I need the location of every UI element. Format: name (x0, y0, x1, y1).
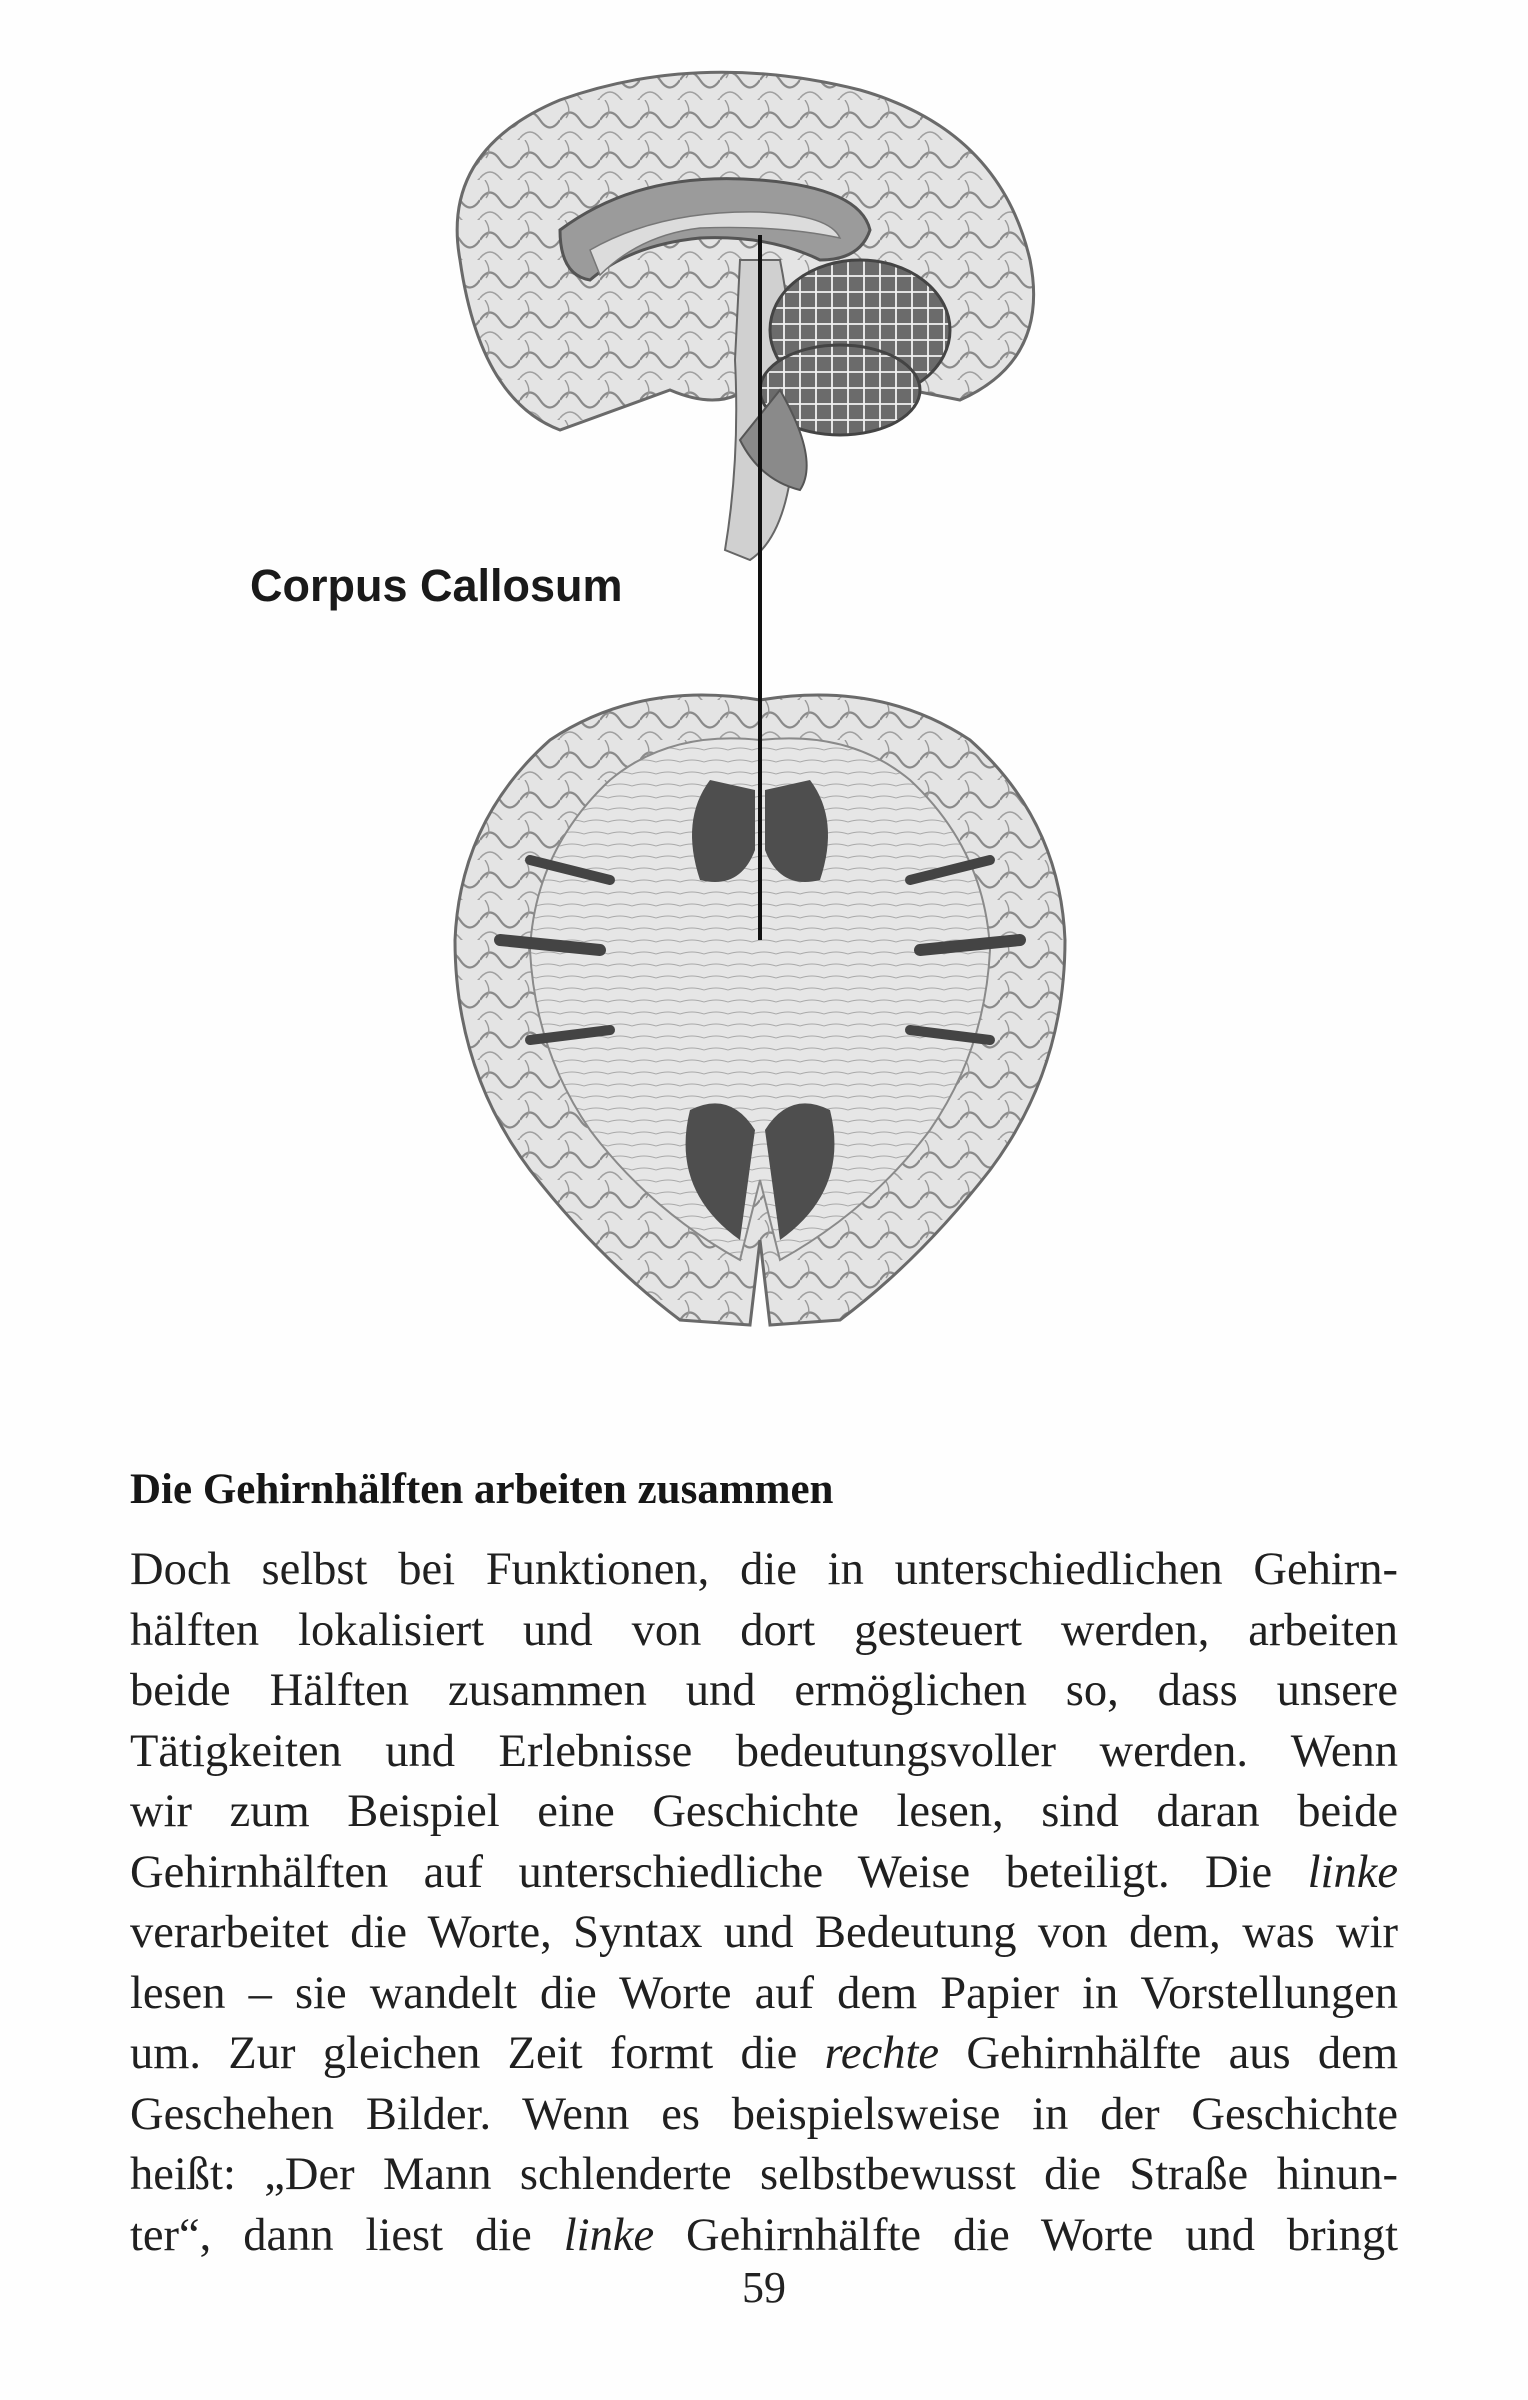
emphasis-text: rechte (824, 2028, 940, 2079)
brain-illustration-icon (440, 60, 1080, 1350)
emphasis-text: linke (563, 2209, 655, 2261)
emphasis-text: linke (1307, 1846, 1398, 1898)
text-run: heißt: „Der Mann schlenderte selbstbewusst die Straße hinun- (130, 2149, 1398, 2200)
text-line (130, 1601, 1398, 1662)
section-heading: Die Gehirnhälften arbeiten zusammen (130, 1466, 834, 1513)
text-run: wir zum Beispiel eine Geschichte lesen, sind daran beide (130, 1786, 1398, 1837)
text-run: Gehirnhälften auf unterschiedliche Weise beteiligt. Die (130, 1846, 1308, 1898)
text-line (130, 2085, 1398, 2146)
figure-label: Corpus Callosum (250, 560, 623, 611)
text-run: Gehirnhälfte die Worte und bringt (654, 2209, 1398, 2261)
text-run: um. Zur gleichen Zeit formt die (130, 2028, 825, 2079)
text-line (130, 1782, 1398, 1843)
text-line (130, 1540, 1398, 1601)
text-run: Gehirnhälfte aus dem (939, 2028, 1398, 2079)
text-line (130, 2145, 1398, 2206)
text-line (130, 2024, 1398, 2085)
page-number: 59 (742, 2263, 786, 2312)
body-paragraph (130, 1540, 1398, 2266)
text-run: hälften lokalisiert und von dort gesteuert werden, arbeiten (130, 1604, 1398, 1656)
text-run: verarbeitet die Worte, Syntax und Bedeutung von dem, was wir (130, 1907, 1398, 1958)
text-run: ter“, dann liest die (130, 2209, 564, 2261)
sagittal-brain (457, 72, 1033, 560)
text-run: beide Hälften zusammen und ermöglichen so, dass unsere (130, 1665, 1398, 1716)
text-line (130, 1843, 1398, 1904)
text-line (130, 1722, 1398, 1783)
text-line (130, 1964, 1398, 2025)
text-run: Doch selbst bei Funktionen, die in unterschiedlichen Gehirn- (130, 1544, 1398, 1595)
text-line (130, 1903, 1398, 1964)
text-run: Tätigkeiten und Erlebnisse bedeutungsvoller werden. Wenn (130, 1725, 1398, 1777)
brain-illustration (440, 60, 1080, 1350)
text-line (130, 2206, 1398, 2267)
text-run: Geschehen Bilder. Wenn es beispielsweise in der Geschichte (130, 2088, 1398, 2140)
text-line (130, 1661, 1398, 1722)
text-run: lesen – sie wandelt die Worte auf dem Papier in Vorstellungen (130, 1967, 1398, 2019)
